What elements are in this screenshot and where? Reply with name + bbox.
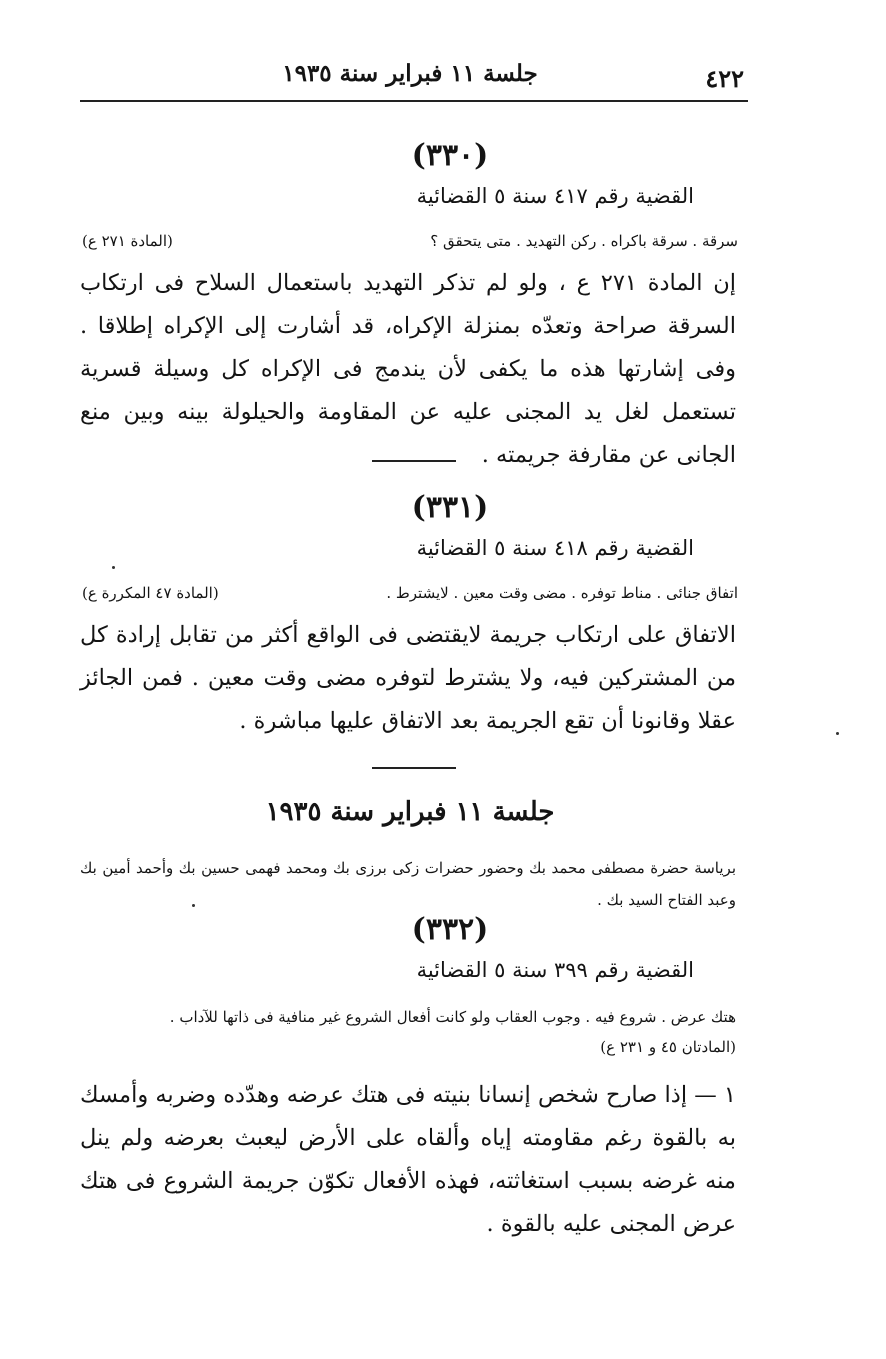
running-header-title: جلسة ١١ فبراير سنة ١٩٣٥ [282,60,538,87]
session-presidency: برياسة حضرة مصطفى محمد بك وحضور حضرات زكى برزى بك ومحمد فهمى حسين بك وأحمد أمين بك وعبد الفتاح السيد بك . [80,859,736,909]
header-rule [80,100,748,102]
scan-speck [112,566,115,569]
case-keywords-330: سرقة . سرقة باكراه . ركن التهديد . متى يتحقق ؟ [430,232,738,250]
case-articles-332: (المادتان ٤٥ و ٢٣١ ع) [600,1038,736,1056]
case-keywords-332: هتك عرض . شروع فيه . وجوب العقاب ولو كانت أفعال الشروع غير منافية فى ذاتها للآداب . [169,1008,736,1026]
case-number-332: (٣٣٢) [411,912,489,947]
scan-speck [192,904,195,907]
case-article-331: (المادة ٤٧ المكررة ع) [82,584,219,602]
scan-speck [836,732,839,735]
case-text-331: الاتفاق على ارتكاب جريمة لايقتضى فى الواقع أكثر من تقابل إرادة كل من المشتركين فيه، ولا يشترط لتوفره مضى وقت معين . فمن الجائز عقلا وقانونا أن تقع الجريمة بعد الاتفاق عليها مباشرة . [80,622,736,734]
case-text-330: إن المادة ٢٧١ ع ، ولو لم تذكر التهديد باستعمال السلاح فى ارتكاب السرقة صراحة وتعدّه بمنزلة الإكراه، قد أشارت إلى الإكراه إطلاقا . وفى إشارتها هذه ما يكفى لأن يندمج فى الإكراه كل وسيلة قسرية تستعمل لغل يد المجنى عليه عن المقاومة والحيلولة بينه وبين منع الجانى عن مقارفة جريمته . [80,270,736,468]
case-reference-332: القضية رقم ٣٩٩ سنة ٥ القضائية [416,958,694,982]
section-separator [372,767,456,769]
case-number-330: (٣٣٠) [411,138,489,173]
case-number-331: (٣٣١) [411,490,489,525]
session-title: جلسة ١١ فبراير سنة ١٩٣٥ [265,797,555,827]
case-text-332: ١ — إذا صارح شخص إنسانا بنيته فى هتك عرضه وهدّده وضربه وأمسك به بالقوة رغم مقاومته إياه وألقاه على الأرض ليعبث بعرضه ولم ينل منه غرضه بسبب استغاثته، فهذه الأفعال تكوّن جريمة الشروع فى هتك عرض المجنى عليه بالقوة . [80,1082,736,1237]
case-keywords-331: اتفاق جنائى . مناط توفره . مضى وقت معين . لايشترط . [386,584,738,602]
section-separator [372,460,456,462]
case-reference-331: القضية رقم ٤١٨ سنة ٥ القضائية [416,536,694,560]
case-reference-330: القضية رقم ٤١٧ سنة ٥ القضائية [416,184,694,208]
page-number: ٤٢٢ [705,64,744,93]
case-article-330: (المادة ٢٧١ ع) [82,232,173,250]
